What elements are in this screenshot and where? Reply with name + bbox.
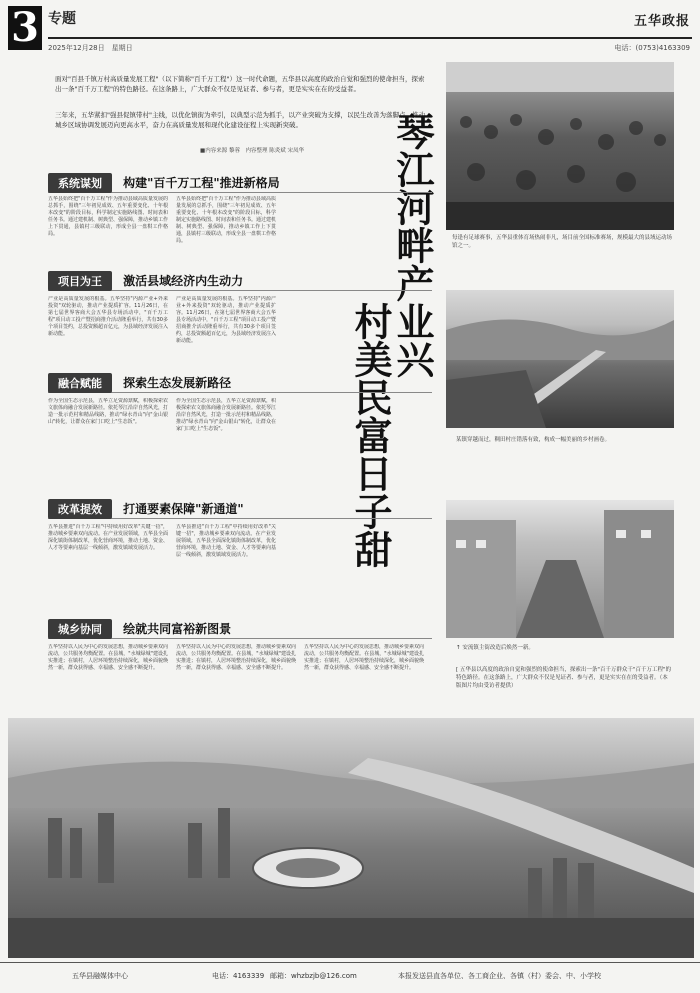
footer-org: 五华县融媒体中心 [72, 972, 128, 980]
photo3-caption: ↑ 安流镇主街改造后焕然一新。 [456, 645, 534, 651]
section-title: 激活县域经济内生动力 [123, 274, 244, 288]
section-text-continued: 产业是高质量发展的根基。五华坚持"内源产业+外来投资"双轮驱动，推动产业提质扩容。11月26日，在第七届世界客商大会五华县专场活动中，"百千万工程"项目动工投产暨招商推介活动隆重举行，共有30多个项目签约，总投资额超百亿元，为县域经济发展注入新动能。 [176, 296, 276, 344]
section-title: 打通要素保障"新通道" [123, 502, 244, 516]
header-rule [48, 37, 692, 39]
issue-date: 2025年12月28日 星期日 [48, 44, 133, 52]
footer-distribution: 本报发送县直各单位、各工商企业、各镇（村）委会、中、小学校 [398, 972, 601, 980]
town-street-photo [446, 500, 674, 638]
section-label: 融合赋能 [48, 373, 112, 393]
section-coordination [48, 618, 432, 639]
intro-paragraph-2: 三年来，五华紧扣"强县促镇带村"主线，以优化镇街为牵引，以典型示范为抓手，以产业突破为支撑，以民生改善为落脚点，推动城乡区域协调发展迈向更高水平，奋力在高质量发展和现代化建设征程上实现新突破。 [55, 111, 425, 129]
section-title: 探索生态发展新路径 [123, 376, 232, 390]
section-body [48, 644, 432, 714]
photo2-caption: 某镇穿越而过，稠田村庄错落有致，构成一幅美丽的乡村画卷。 [456, 437, 611, 443]
section-text: 五华坚持以人民为中心的发展思想，推动城乡要素双向流动，公共服务均衡配置。在县城，"水城绿城"建设扎实推进；在镇村，人居环境整治持续深化，城乡面貌焕然一新，群众获得感、幸福感、安全感不断提升。 [48, 644, 168, 671]
photo1-caption: 每逢有足球赛事，五华县重体育场热闹非凡，场目前全国标准赛场，规模最大的县域运动场馆之一。 [452, 235, 673, 249]
section-text: 产业是高质量发展的根基。五华坚持"内源产业+外来投资"双轮驱动，推动产业提质扩容。11月26日，在第七届世界客商大会五华县专场活动中，"百千万工程"项目动工投产暨招商推介活动隆重举行，共有30多个项目签约，总投资额超百亿元，为县域经济发展注入新动能。 [48, 296, 168, 337]
section-body [48, 196, 348, 258]
section-text-continued: 五华县始终把"百千万工程"作为推动县域高质量发展的总抓手，围绕"三年初见成效、五年重要变化、十年根本改变"的阶段目标，科学制定实施路线图、时间表和任务书。通过建机制、树典型、强保障，推动乡镇工作上下贯通，县镇村三级联动，形成全县一盘棋工作格局。 [176, 196, 276, 244]
city-panorama-photo [8, 718, 694, 958]
section-title: 构建"百千万工程"推进新格局 [123, 176, 280, 190]
page-footer [0, 962, 700, 993]
footer-email: 邮箱：whzbzjb@126.com [270, 972, 357, 980]
page-header [0, 0, 700, 55]
section-text-continued: 作为全国生态示范县，五华立足资源禀赋，积极探索农文旅体商融合发展新路径。依托琴江沿岸自然风光，打造一批示范村和精品线路，推动"绿水青山"向"金山银山"转化，让群众在家门口吃上"生态饭"。 [176, 398, 276, 432]
section-text-continued: 五华县推进"百千万工程"中持续用好改革"关键一招"，推动城乡要素双向流动。在产业发展领域，五华县全面深化镇街体制改革，优化营商环境，推动土地、资金、人才等要素向基层一线倾斜，激发镇域发展活力。 [176, 524, 276, 558]
section-text-continued: 五华坚持以人民为中心的发展思想，推动城乡要素双向流动，公共服务均衡配置。在县城，"水城绿城"建设扎实推进；在镇村，人居环境整治持续深化，城乡面貌焕然一新，群众获得感、幸福感、安全感不断提升。 [176, 644, 296, 671]
section-integration [48, 372, 432, 393]
closing-note: [ 五华县以高度的政治自觉和强烈的使命担当，探索出一条"百千万群众干"百千万工程"的特色路径。在这条路上，广大群众不仅是见证者、参与者，更是实实在在的受益者。（本版图片均由受访者提供） [456, 667, 671, 689]
intro-paragraph-1: 面对"百县千镇万村高质量发展工程"（以下简称"百千万工程"）这一时代命题，五华县以高度的政治自觉和强烈的使命担当，探索出一条"百千万工程"的特色路径。在这条路上，广大群众不仅是见证者、参与者，更是实实在在的受益者。 [55, 75, 425, 93]
section-label: 改革提效 [48, 499, 112, 519]
headline-column-1: 琴江河畔产业兴 [390, 112, 435, 378]
header-phone: 电话：(0753)4163309 [614, 44, 690, 52]
section-text: 作为全国生态示范县，五华立足资源禀赋，积极探索农文旅体商融合发展新路径。依托琴江沿岸自然风光，打造一批示范村和精品线路，推动"绿水青山"向"金山银山"转化，让群众在家门口吃上"生态饭"。 [48, 398, 168, 425]
intro-byline: ■内容来源 黎蓉 内容整理 陈炎斌 宋凤华 [200, 148, 304, 154]
section-label: 城乡协同 [48, 619, 112, 639]
footer-phone: 电话：4163339 [212, 972, 265, 980]
section-title: 专题 [48, 11, 76, 27]
page-number: 3 [8, 6, 42, 50]
section-label: 项目为王 [48, 271, 112, 291]
section-body [48, 296, 348, 366]
valley-railway-photo [446, 290, 674, 428]
section-planning [48, 172, 432, 193]
stadium-crowd-photo [446, 62, 674, 230]
section-body [48, 398, 348, 490]
headline-column-2: 村美民富日子甜 [348, 302, 393, 568]
section-text: 五华县推进"百千万工程"中持续用好改革"关键一招"，推动城乡要素双向流动。在产业发展领域，五华县全面深化镇街体制改革，优化营商环境，推动土地、资金、人才等要素向基层一线倾斜，激发镇域发展活力。 [48, 524, 168, 551]
section-label: 系统谋划 [48, 173, 112, 193]
paper-name: 五华政报 [633, 14, 690, 29]
section-reform [48, 498, 432, 519]
section-text-continued: 五华坚持以人民为中心的发展思想，推动城乡要素双向流动，公共服务均衡配置。在县城，"水城绿城"建设扎实推进；在镇村，人居环境整治持续深化，城乡面貌焕然一新，群众获得感、幸福感、安全感不断提升。 [304, 644, 424, 671]
section-projects [48, 270, 432, 291]
section-body [48, 524, 348, 614]
section-text: 五华县始终把"百千万工程"作为推动县域高质量发展的总抓手，围绕"三年初见成效、五年重要变化、十年根本改变"的阶段目标，科学制定实施路线图、时间表和任务书。通过建机制、树典型、强保障，推动乡镇工作上下贯通，县镇村三级联动，形成全县一盘棋工作格局。 [48, 196, 168, 237]
section-title: 绘就共同富裕新图景 [123, 622, 232, 636]
